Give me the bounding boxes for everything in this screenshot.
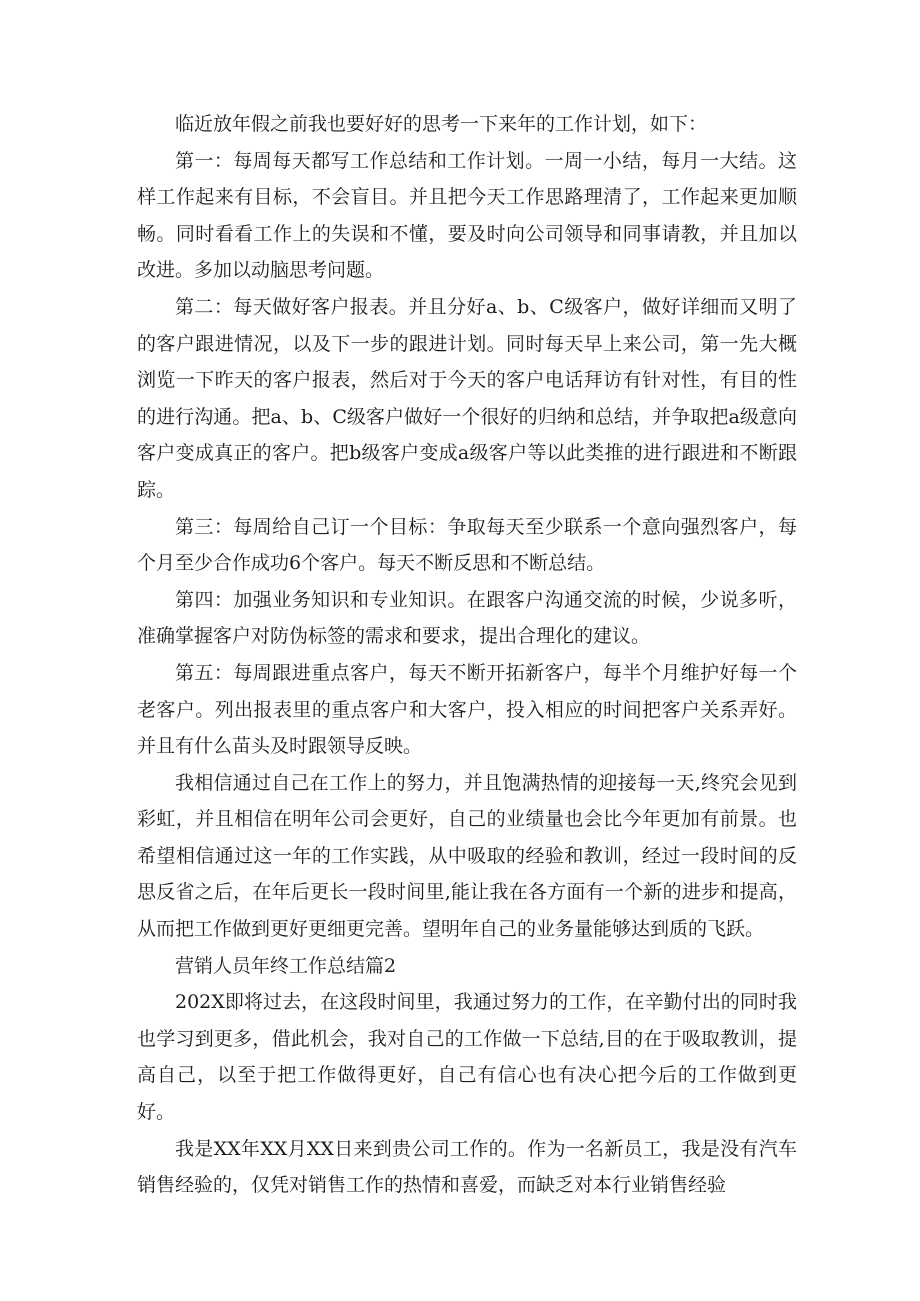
document-page [137,106,797,1204]
paragraph-plan-2: 第二：每天做好客户报表。并且分好a、b、C级客户，做好详细而又明了的客户跟进情况，以及下一步的跟进计划。同时每天早上来公司，第一先大概浏览一下昨天的客户报表，然后对于今天的客户电话拜访有针对性，有目的性的进行沟通。把a、b、C级客户做好一个很好的归纳和总结，并争取把a级意向客户变成真正的客户。把b级客户变成a级客户等以此类推的进行跟进和不断跟踪。 [137,295,797,501]
paragraph-intro: 临近放年假之前我也要好好的思考一下来年的工作计划，如下： [175,113,708,135]
paragraph-plan-3: 第三：每周给自己订一个目标：争取每天至少联系一个意向强烈客户，每个月至少合作成功6个客户。每天不断反思和不断总结。 [137,515,797,575]
paragraph-summary-start: 我是XX年XX月XX日来到贵公司工作的。作为一名新员工，我是没有汽车销售经验的，仅凭对销售工作的热情和喜爱，而缺乏对本行业销售经验 [137,1137,797,1197]
paragraph-conclusion: 我相信通过自己在工作上的努力，并且饱满热情的迎接每一天,终究会见到彩虹，并且相信在明年公司会更好，自己的业绩量也会比今年更加有前景。也希望相信通过这一年的工作实践，从中吸取的经验和教训，经过一段时间的反思反省之后，在年后更长一段时间里,能让我在各方面有一个新的进步和提高，从而把工作做到更好更细更完善。望明年自己的业务量能够达到质的飞跃。 [137,771,797,941]
paragraph-plan-1: 第一：每周每天都写工作总结和工作计划。一周一小结，每月一大结。这样工作起来有目标，不会盲目。并且把今天工作思路理清了，工作起来更加顺畅。同时看看工作上的失误和不懂，要及时向公司领导和同事请教，并且加以改进。多加以动脑思考问题。 [137,149,797,282]
paragraph-plan-4: 第四：加强业务知识和专业知识。在跟客户沟通交流的时候，少说多听，准确掌握客户对防伪标签的需求和要求，提出合理化的建议。 [137,588,797,648]
paragraph-plan-5: 第五：每周跟进重点客户，每天不断开拓新客户，每半个月维护好每一个老客户。列出报表里的重点客户和大客户，投入相应的时间把客户关系弄好。并且有什么苗头及时跟领导反映。 [137,661,797,758]
paragraph-summary-intro: 202X即将过去，在这段时间里，我通过努力的工作，在辛勤付出的同时我也学习到更多，借此机会，我对自己的工作做一下总结,目的在于吸取教训，提高自己，以至于把工作做得更好，自己有信心也有决心把今后的工作做到更好。 [137,991,797,1124]
section-heading: 营销人员年终工作总结篇2 [175,954,397,977]
